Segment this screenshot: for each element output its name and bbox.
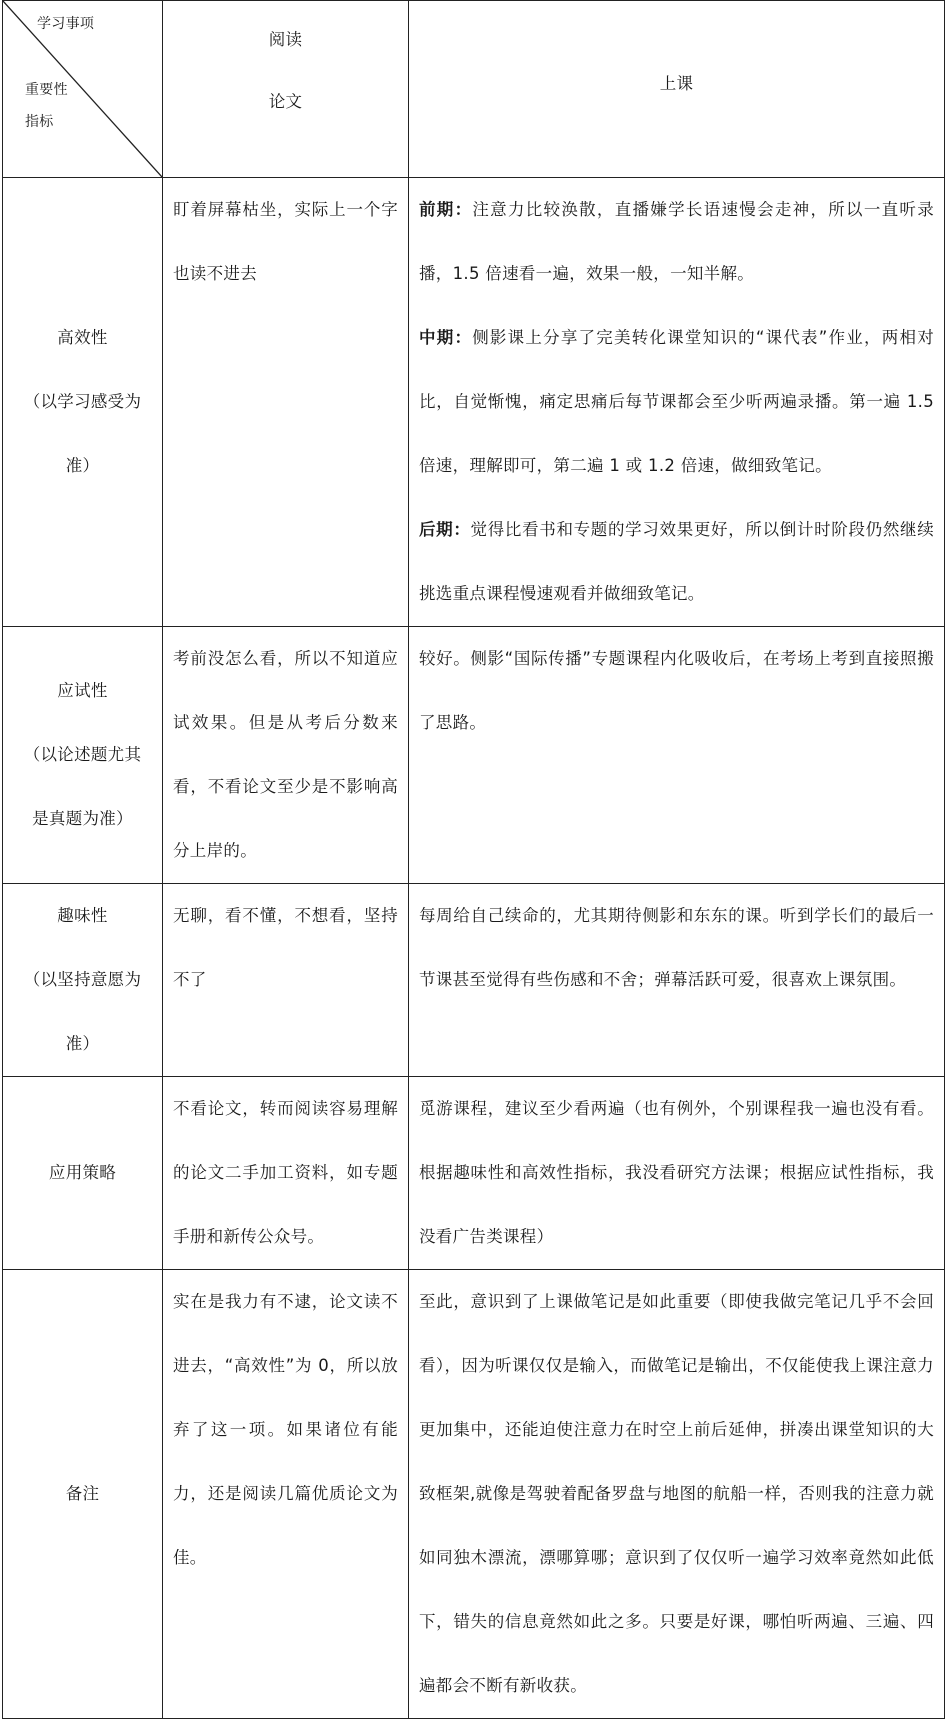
text-efficiency-mid — [419, 306, 934, 498]
cell-strategy-class — [409, 1077, 945, 1270]
cell-exam-class — [409, 627, 945, 884]
header-reading-line1: 阅读 — [268, 30, 303, 49]
table-row-exam — [3, 627, 945, 884]
cell-notes-class — [409, 1270, 945, 1719]
text-efficiency-reading: 盯着屏幕枯坐，实际上一个字也读不进去 — [173, 200, 398, 283]
table-row-notes — [3, 1270, 945, 1719]
text-efficiency-early — [419, 178, 934, 306]
lead-early: 前期： — [419, 200, 473, 219]
cell-strategy-reading — [163, 1077, 409, 1270]
body-mid: 侧影课上分享了完美转化课堂知识的“课代表”作业，两相对比，自觉惭愧，痛定思痛后每节课都会至少听两遍录播。第一遍 1.5 倍速，理解即可，第二遍 1 或 1.2 倍速，做细致笔记。 — [419, 328, 934, 475]
label-fun — [3, 884, 163, 1077]
cell-fun-class — [409, 884, 945, 1077]
header-reading-line2: 论文 — [268, 92, 303, 111]
label-efficiency-line1: 高效性 — [57, 328, 108, 347]
header-row — [3, 1, 945, 178]
text-exam-reading: 考前没怎么看，所以不知道应试效果。但是从考后分数来看，不看论文至少是不影响高分上岸的。 — [173, 649, 398, 860]
text-fun-reading: 无聊，看不懂，不想看，坚持不了 — [173, 906, 398, 989]
body-early: 注意力比较涣散，直播嫌学长语速慢会走神，所以一直听录播，1.5 倍速看一遍，效果一般，一知半解。 — [419, 200, 934, 283]
cell-efficiency-class — [409, 178, 945, 627]
text-notes-reading: 实在是我力有不逮，论文读不进去，“高效性”为 0，所以放弃了这一项。如果诸位有能力，还是阅读几篇优质论文为佳。 — [173, 1292, 398, 1567]
label-fun-line2: （以坚持意愿为 — [23, 970, 142, 989]
table-row-fun — [3, 884, 945, 1077]
label-strategy-text: 应用策略 — [48, 1163, 117, 1182]
cell-exam-reading — [163, 627, 409, 884]
label-fun-line1: 趣味性 — [57, 906, 108, 925]
text-efficiency-late — [419, 498, 934, 626]
diag-label-items: 学习事项 — [37, 16, 95, 32]
label-exam-line3: 是真题为准） — [32, 809, 133, 828]
cell-efficiency-reading — [163, 178, 409, 627]
label-fun-line3: 准） — [65, 1034, 100, 1053]
cell-notes-reading — [163, 1270, 409, 1719]
lead-late: 后期： — [419, 520, 471, 539]
label-efficiency-line2: （以学习感受为 — [23, 392, 142, 411]
text-exam-class: 较好。侧影“国际传播”专题课程内化吸收后，在考场上考到直接照搬了思路。 — [419, 649, 934, 732]
text-strategy-class: 觅游课程，建议至少看两遍（也有例外，个别课程我一遍也没有看。根据趣味性和高效性指标，我没看研究方法课；根据应试性指标，我没看广告类课程） — [419, 1099, 934, 1246]
text-notes-class: 至此，意识到了上课做笔记是如此重要（即使我做完笔记几乎不会回看），因为听课仅仅是输入，而做笔记是输出，不仅能使我上课注意力更加集中，还能迫使注意力在时空上前后延伸，拼凑出课堂知识的大致框架,就像是驾驶着配备罗盘与地图的航船一样，否则我的注意力就如同独木漂流，漂哪算哪；意识到了仅仅听一遍学习效率竟然如此低下，错失的信息竟然如此之多。只要是好课，哪怕听两遍、三遍、四遍都会不断有新收获。 — [419, 1292, 934, 1695]
label-exam-line2: （以论述题尤其 — [23, 745, 142, 764]
header-class: 上课 — [409, 1, 945, 178]
diag-label-indicator: 指标 — [25, 114, 54, 130]
table-row-strategy — [3, 1077, 945, 1270]
label-exam — [3, 627, 163, 884]
diag-label-importance: 重要性 — [25, 82, 68, 98]
body-late: 觉得比看书和专题的学习效果更好，所以倒计时阶段仍然继续挑选重点课程慢速观看并做细致笔记。 — [419, 520, 934, 603]
cell-fun-reading — [163, 884, 409, 1077]
header-reading-paper — [163, 1, 409, 178]
study-comparison-table — [2, 0, 945, 1719]
label-notes — [3, 1270, 163, 1719]
label-efficiency-line3: 准） — [65, 456, 100, 475]
diagonal-header-cell — [3, 1, 163, 178]
label-exam-line1: 应试性 — [57, 681, 108, 700]
table-row-efficiency — [3, 178, 945, 627]
text-strategy-reading: 不看论文，转而阅读容易理解的论文二手加工资料，如专题手册和新传公众号。 — [173, 1099, 398, 1246]
lead-mid: 中期： — [419, 328, 473, 347]
label-efficiency — [3, 178, 163, 627]
text-fun-class: 每周给自己续命的，尤其期待侧影和东东的课。听到学长们的最后一节课甚至觉得有些伤感和不舍；弹幕活跃可爱，很喜欢上课氛围。 — [419, 906, 934, 989]
label-notes-text: 备注 — [65, 1484, 100, 1503]
label-strategy — [3, 1077, 163, 1270]
